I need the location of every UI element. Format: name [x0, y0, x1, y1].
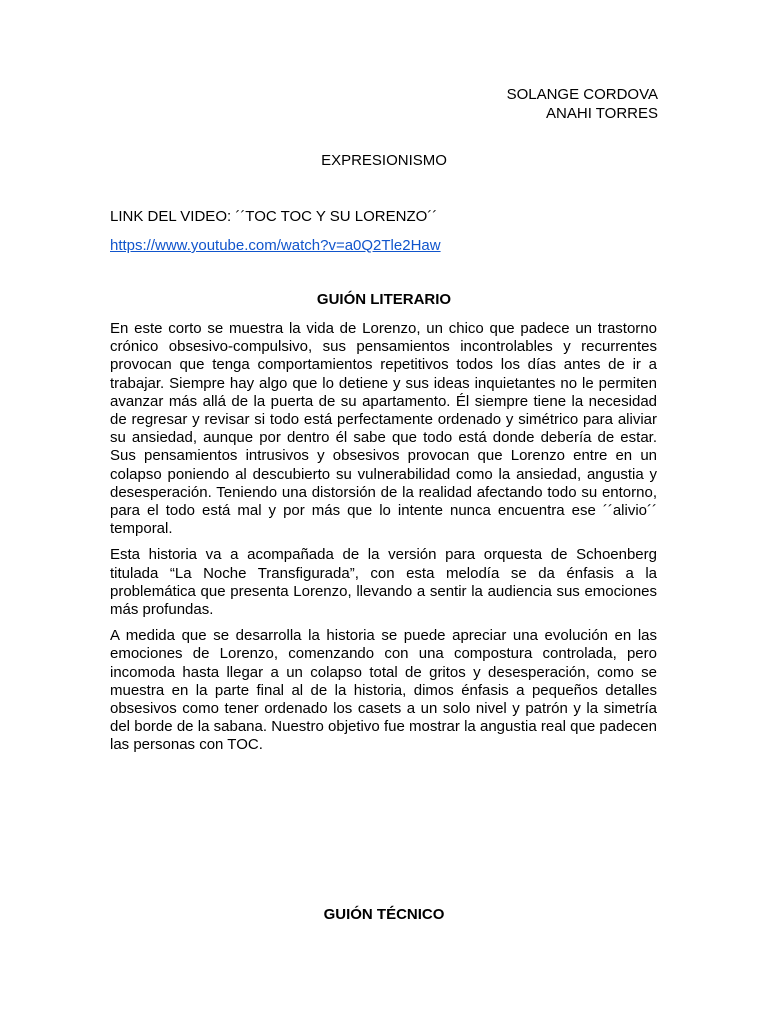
author-name: ANAHI TORRES [546, 105, 658, 122]
authors-block [507, 85, 658, 123]
literario-body [110, 320, 657, 763]
body-paragraph: En este corto se muestra la vida de Lorenzo, un chico que padece un trastorno crónico obsesivo-compulsivo, sus pensamientos incontrolables y recurrentes provocan que tenga comportamientos repetitivos todos los días antes de ir a trabajar. Siempre hay algo que lo detiene y sus ideas inquietantes no le permiten avanzar más allá de la puerta de su apartamento. Él siempre tiene la necesidad de regresar y revisar si todo está perfectamente ordenado y simétrico para aliviar su ansiedad, aunque por dentro él sabe que todo está donde debería de estar. Sus pensamientos intrusivos y obsesivos provocan que Lorenzo entre en un colapso poniendo al descubierto su vulnerabilidad como la ansiedad, angustia y desesperación. Teniendo una distorsión de la realidad afectando todo su entorno, para el todo está mal y por más que lo intente nunca encuentra ese ´´alivio´´ temporal. [110, 320, 657, 538]
author-name: SOLANGE CORDOVA [506, 86, 658, 103]
section-title-literario: GUIÓN LITERARIO [316, 291, 452, 308]
video-link[interactable]: https://www.youtube.com/watch?v=a0Q2Tle2Haw [110, 237, 441, 254]
body-paragraph: A medida que se desarrolla la historia se puede apreciar una evolución en las emociones de Lorenzo, comenzando con una compostura controlada, pero incomoda hasta llegar a un colapso total de gritos y desesperación, como se muestra en la parte final al de la historia, dimos énfasis a pequeños detalles obsesivos como tener ordenado los casets a un solo nivel y patrón y la simetría del borde de la sabana. Nuestro objetivo fue mostrar la angustia real que padecen las personas con TOC. [110, 627, 657, 754]
video-label: LINK DEL VIDEO: ´´TOC TOC Y SU LORENZO´´ [110, 208, 438, 225]
section-title-tecnico: GUIÓN TÉCNICO [323, 906, 445, 923]
document-topic: EXPRESIONISMO [321, 152, 447, 169]
body-paragraph: Esta historia va a acompañada de la versión para orquesta de Schoenberg titulada “La Noche Transfigurada”, con esta melodía se da énfasis a la problemática que presenta Lorenzo, llevando a sentir la audiencia sus emociones más profundas. [110, 546, 657, 619]
